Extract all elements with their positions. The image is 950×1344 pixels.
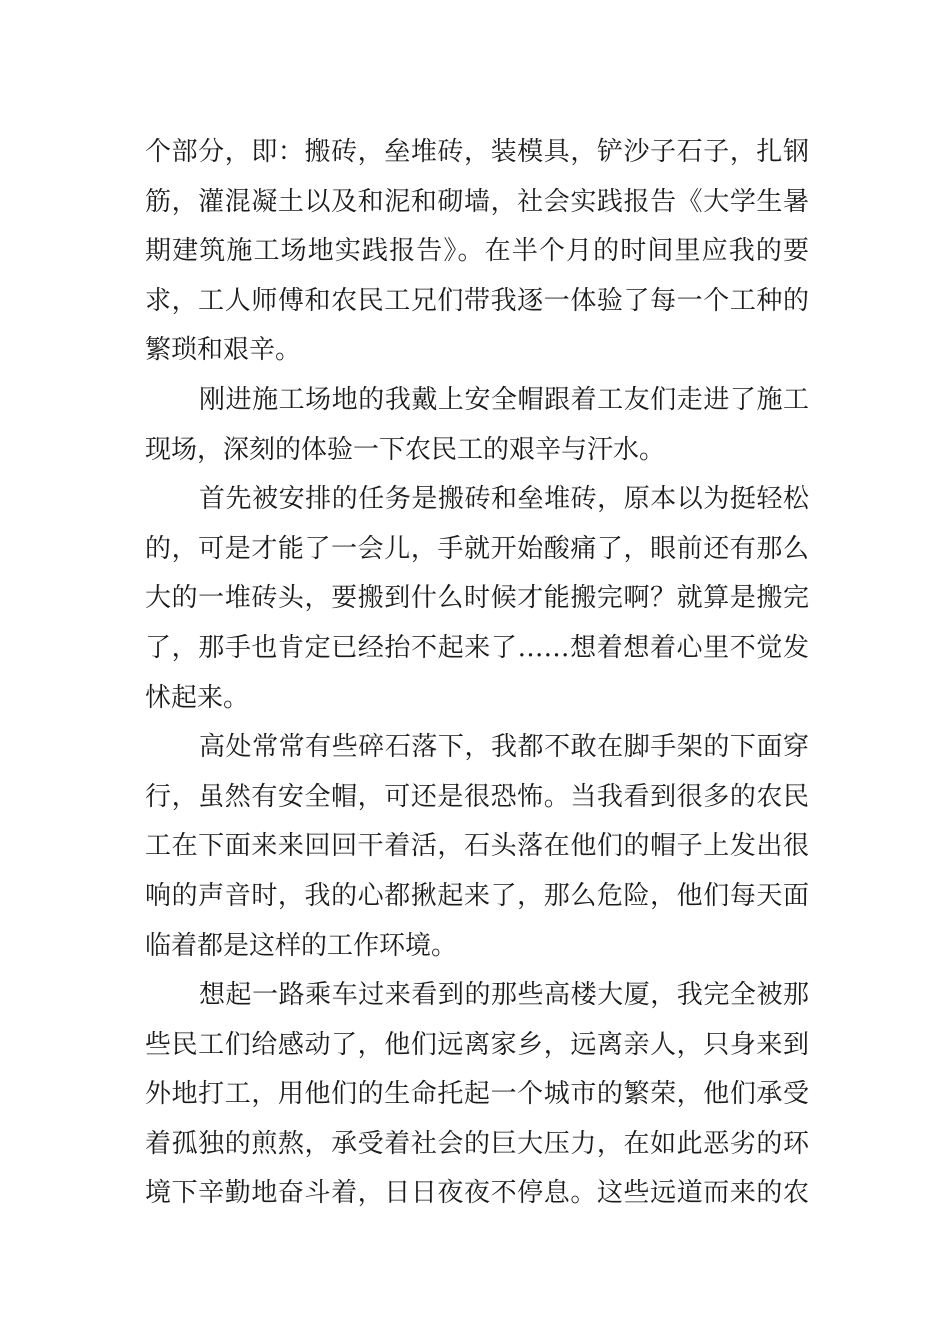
paragraph xyxy=(145,128,809,376)
text-line: 刚进施工场地的我戴上安全帽跟着工友们走进了施工 xyxy=(199,384,809,415)
text-line: 期建筑施工场地实践报告》。在半个月的时间里应我的要 xyxy=(145,236,809,267)
paragraph xyxy=(145,723,809,971)
text-line: 的，可是才能了一会儿，手就开始酸痛了，眼前还有那么 xyxy=(145,533,809,564)
text-line: 大的一堆砖头，要搬到什么时候才能搬完啊？就算是搬完 xyxy=(145,583,809,614)
text-line: 着孤独的煎熬，承受着社会的巨大压力，在如此恶劣的环 xyxy=(145,1128,809,1159)
text-line: 行，虽然有安全帽，可还是很恐怖。当我看到很多的农民 xyxy=(145,781,809,812)
text-line: 怵起来。 xyxy=(145,682,250,713)
text-line: 高处常常有些碎石落下，我都不敢在脚手架的下面穿 xyxy=(199,732,809,763)
text-line: 个部分，即：搬砖，垒堆砖，装模具，铲沙子石子，扎钢 xyxy=(145,137,809,167)
text-line: 繁琐和艰辛。 xyxy=(145,335,302,366)
text-line: 了，那手也肯定已经抬不起来了……想着想着心里不觉发 xyxy=(145,632,809,663)
text-line: 临着都是这样的工作环境。 xyxy=(145,930,458,961)
paragraph xyxy=(145,376,809,475)
text-line: 首先被安排的任务是搬砖和垒堆砖，原本以为挺轻松 xyxy=(199,484,809,515)
text-line: 外地打工，用他们的生命托起一个城市的繁荣，他们承受 xyxy=(145,1079,809,1110)
text-line: 境下辛勤地奋斗着，日日夜夜不停息。这些远道而来的农 xyxy=(145,1178,809,1209)
text-line: 现场，深刻的体验一下农民工的艰辛与汗水。 xyxy=(145,434,666,465)
paragraph xyxy=(145,971,809,1219)
document-page xyxy=(145,128,809,1219)
text-line: 求，工人师傅和农民工兄们带我逐一体验了每一个工种的 xyxy=(145,285,809,316)
text-line: 想起一路乘车过来看到的那些高楼大厦，我完全被那 xyxy=(199,980,809,1011)
paragraph xyxy=(145,475,809,723)
text-line: 些民工们给感动了，他们远离家乡，远离亲人，只身来到 xyxy=(145,1029,809,1060)
text-line: 筋，灌混凝土以及和泥和砌墙，社会实践报告《大学生暑 xyxy=(145,186,809,217)
text-line: 响的声音时，我的心都揪起来了，那么危险，他们每天面 xyxy=(145,880,809,911)
text-line: 工在下面来来回回干着活，石头落在他们的帽子上发出很 xyxy=(145,831,809,862)
